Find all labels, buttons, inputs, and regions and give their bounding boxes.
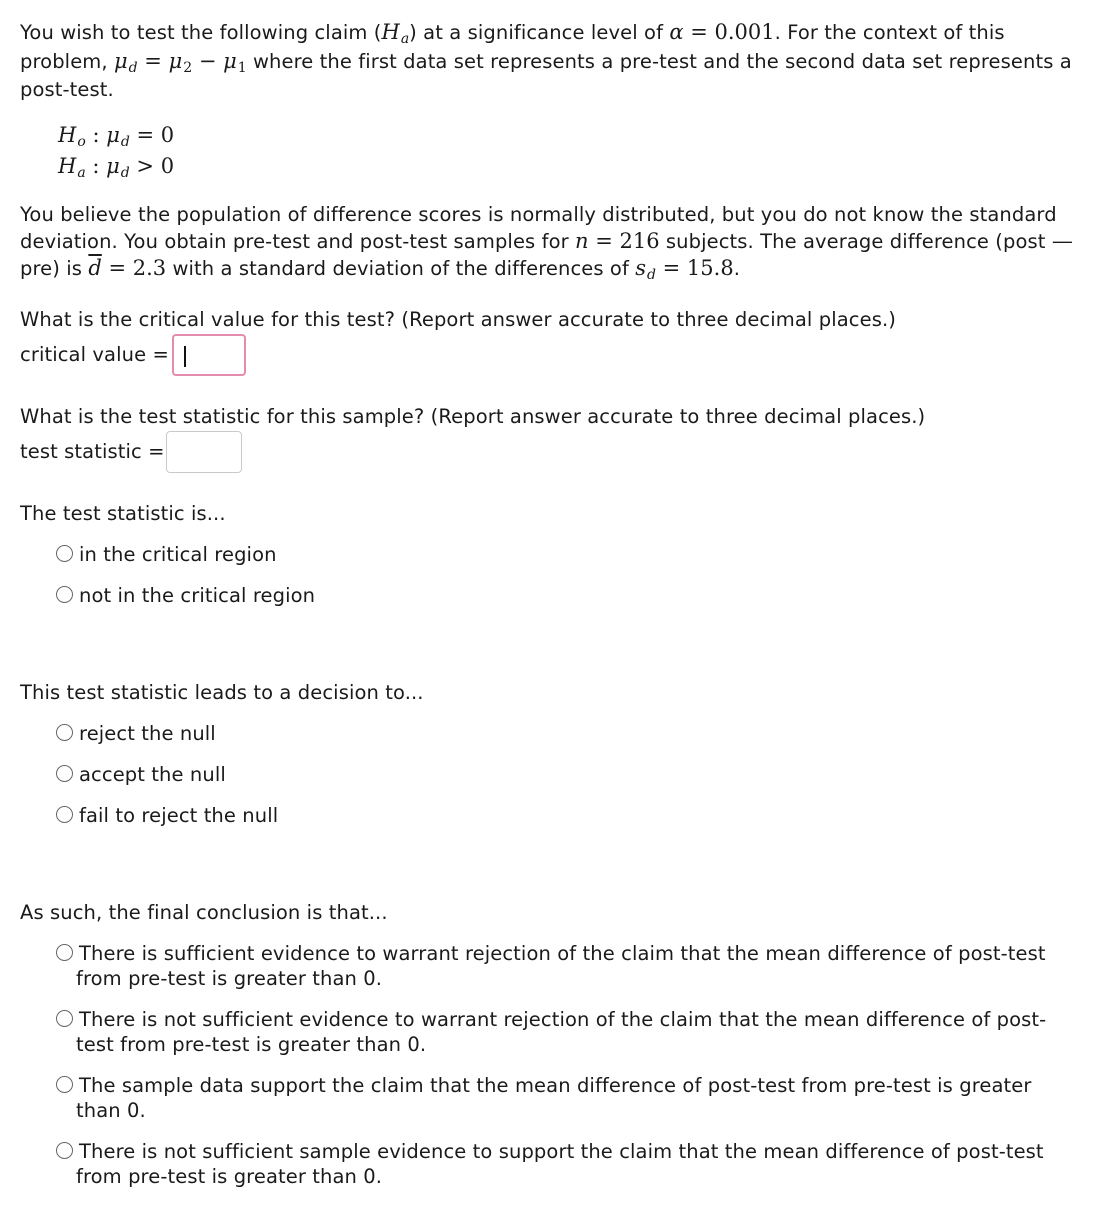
intro-line-2: problem, $\mu_d = \mu_2 - \mu_1$ where the first data set represents a pre-test and the second data set represents a [20, 49, 1072, 76]
radio-button[interactable] [56, 1142, 73, 1159]
radio-option[interactable]: There is not sufficient sample evidence to support the claim that the mean difference of post-test from pre-test is greater than 0. [56, 1139, 1056, 1189]
test-statistic-input[interactable] [166, 431, 242, 473]
radio-option[interactable]: accept the null [56, 762, 1056, 787]
radio-option[interactable]: fail to reject the null [56, 803, 1056, 828]
radio-button[interactable] [56, 806, 73, 823]
ha-symbol: H [381, 20, 400, 44]
conclusion-prompt: As such, the final conclusion is that... [20, 901, 388, 924]
decision-prompt: This test statistic leads to a decision to... [20, 681, 424, 704]
hypotheses [58, 121, 174, 183]
radio-button[interactable] [56, 765, 73, 782]
radio-button[interactable] [56, 724, 73, 741]
setup-paragraph [20, 201, 1082, 285]
radio-option[interactable]: The sample data support the claim that the mean difference of post-test from pre-test is greater than 0. [56, 1073, 1056, 1123]
d-bar-symbol: $\overline{d}$ [88, 256, 102, 280]
radio-option[interactable]: not in the critical region [56, 583, 1056, 608]
radio-button[interactable] [56, 1010, 73, 1027]
setup-line-1: You believe the population of difference scores is normally distributed, but you do not know the standard [20, 203, 1057, 226]
intro-paragraph [20, 19, 1082, 103]
radio-option[interactable]: There is sufficient evidence to warrant rejection of the claim that the mean difference of post-test from pre-test is greater than 0. [56, 941, 1056, 991]
critical-value-label: critical value = [20, 343, 169, 366]
alternative-hypothesis: Ha : μd > 0 [58, 154, 175, 181]
critical-region-prompt: The test statistic is... [20, 502, 226, 525]
test-statistic-prompt: What is the test statistic for this sample? (Report answer accurate to three decimal places.) [20, 405, 926, 428]
radio-option[interactable]: in the critical region [56, 542, 1056, 567]
radio-option[interactable]: There is not sufficient evidence to warrant rejection of the claim that the mean difference of post- test from pre-test is greater than 0. [56, 1007, 1056, 1057]
intro-line-1: You wish to test the following claim $(H_a)$ at a significance level of α = 0.001. For the context of this [20, 20, 1005, 47]
radio-option[interactable]: reject the null [56, 721, 1056, 746]
intro-line-3: post-test. [20, 78, 114, 101]
text-cursor [184, 346, 186, 367]
radio-button[interactable] [56, 545, 73, 562]
critical-value-prompt: What is the critical value for this test? (Report answer accurate to three decimal places.) [20, 308, 896, 331]
critical-value-input[interactable] [172, 334, 246, 376]
radio-button[interactable] [56, 586, 73, 603]
test-statistic-label: test statistic = [20, 440, 165, 463]
alpha-symbol: α [669, 20, 684, 44]
radio-button[interactable] [56, 1076, 73, 1093]
setup-line-3: pre) is $\overline{d} = 2.3$ with a standard deviation of the differences of $s_d = 15.8$. [20, 256, 741, 283]
radio-button[interactable] [56, 944, 73, 961]
null-hypothesis: Ho : μd = 0 [58, 123, 175, 150]
setup-line-2: deviation. You obtain pre-test and post-test samples for n = 216 subjects. The average difference (post — [20, 229, 1073, 253]
